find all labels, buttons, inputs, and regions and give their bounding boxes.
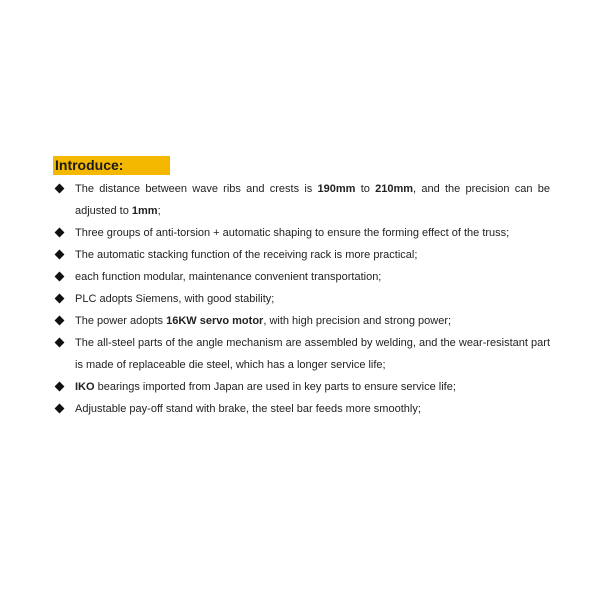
item-bold: IKO xyxy=(75,381,95,393)
feature-list xyxy=(54,178,550,420)
item-text: The power adopts xyxy=(75,315,167,327)
list-item xyxy=(54,244,550,266)
list-item xyxy=(54,222,550,244)
item-bold: 16KW servo motor xyxy=(166,315,264,327)
diamond-bullet-icon xyxy=(55,272,65,282)
diamond-bullet-icon xyxy=(55,184,65,194)
diamond-bullet-icon xyxy=(55,250,65,260)
item-bold: 210mm xyxy=(375,183,414,195)
list-item xyxy=(54,332,550,376)
diamond-bullet-icon xyxy=(55,382,65,392)
item-text: The distance between wave ribs and crests is xyxy=(75,183,318,195)
list-item xyxy=(54,376,550,398)
item-text: bearings imported from Japan are used in key parts to ensure service life; xyxy=(94,381,456,393)
list-item xyxy=(54,310,550,332)
diamond-bullet-icon xyxy=(55,294,65,304)
item-text: to xyxy=(355,183,376,195)
list-item xyxy=(54,288,550,310)
item-text: Adjustable pay-off stand with brake, the steel bar feeds more smoothly; xyxy=(75,403,421,415)
item-bold: 190mm xyxy=(317,183,356,195)
list-item xyxy=(54,266,550,288)
list-item xyxy=(54,398,550,420)
diamond-bullet-icon xyxy=(55,338,65,348)
item-bold: 1mm xyxy=(131,205,158,217)
item-text: ; xyxy=(157,205,161,217)
item-text: , with high precision and strong power; xyxy=(263,315,452,327)
item-text: Three groups of anti-torsion + automatic shaping to ensure the forming effect of the truss; xyxy=(75,227,510,239)
diamond-bullet-icon xyxy=(55,404,65,414)
diamond-bullet-icon xyxy=(55,316,65,326)
section-heading: Introduce: xyxy=(53,156,170,175)
item-text: PLC adopts Siemens, with good stability; xyxy=(75,293,275,305)
item-text: The all-steel parts of the angle mechanism are assembled by welding, and the wear-resistant part is made of replaceable die steel, which has a longer service life; xyxy=(75,337,550,371)
list-item xyxy=(54,178,550,222)
diamond-bullet-icon xyxy=(55,228,65,238)
item-text: , and the precision can be adjusted to xyxy=(75,183,550,217)
item-text: The automatic stacking function of the receiving rack is more practical; xyxy=(75,249,418,261)
item-text: each function modular, maintenance convenient transportation; xyxy=(75,271,382,283)
